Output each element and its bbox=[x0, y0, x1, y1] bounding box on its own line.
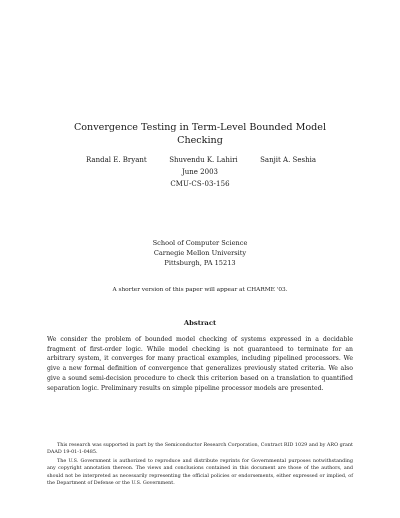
report-number: CMU-CS-03-156 bbox=[170, 180, 230, 188]
author-name: Sanjit A. Seshia bbox=[260, 156, 316, 164]
author-name: Randal E. Bryant bbox=[86, 156, 147, 164]
affiliation-school: School of Computer Science bbox=[152, 239, 248, 247]
author-list bbox=[86, 156, 316, 164]
government-footnote: The U.S. Government is authorized to reproduce and distribute reprints for Governmental purposes notwithstanding any copyright annotation thereon. The views and conclusions contained in this document are those of the authors, and should not be interpreted as necessarily representing the official policies or endorsements, either expressed or implied, of the Department of Defense or the U.S. Government. bbox=[47, 458, 353, 486]
abstract-body: We consider the problem of bounded model checking of systems expressed in a decidable fragment of first-order logic. While model checking is not guaranteed to terminate for an arbitrary system, it converges for many practical examples, including pipelined processors. We give a new formal definition of convergence that generalizes previously stated criteria. We also give a sound semi-decision procedure to check this criterion based on a translation to quantified separation logic. Preliminary results on simple pipeline processor models are presented. bbox=[47, 336, 353, 392]
footnotes bbox=[47, 442, 353, 487]
paper-title: Convergence Testing in Term-Level Bounded Model Checking bbox=[73, 122, 327, 146]
affiliation-city: Pittsburgh, PA 15213 bbox=[164, 259, 236, 267]
affiliation-block bbox=[0, 238, 400, 268]
affiliation-university: Carnegie Mellon University bbox=[153, 249, 247, 257]
publication-date: June 2003 bbox=[181, 168, 218, 176]
funding-footnote: This research was supported in part by the Semiconductor Research Corporation, Contract RID 1029 and by ARO grant DAAD 19-01-1-0485. bbox=[47, 442, 353, 456]
abstract-heading: Abstract bbox=[183, 319, 217, 327]
venue-note: A shorter version of this paper will appear at CHARME '03. bbox=[112, 287, 288, 293]
author-name: Shuvendu K. Lahiri bbox=[169, 156, 238, 164]
